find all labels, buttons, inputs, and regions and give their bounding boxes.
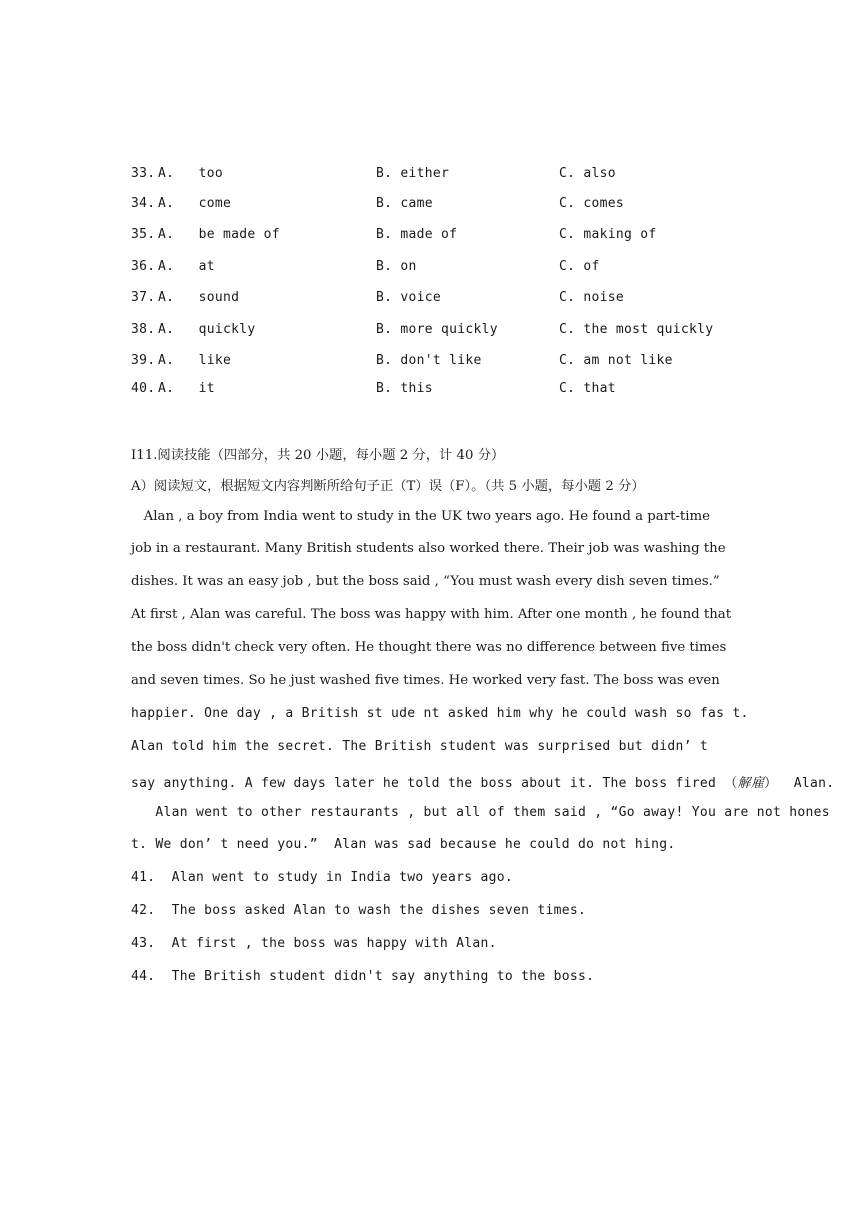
question-number: 38. — [131, 322, 156, 337]
option-row — [0, 166, 868, 186]
option-c: C. making of — [559, 227, 657, 242]
question-number: 39. — [131, 353, 156, 368]
option-row — [0, 196, 868, 216]
passage-line — [131, 772, 834, 791]
passage-line: job in a restaurant. Many British students also worked there. Their job was washing the — [131, 541, 726, 556]
option-row — [0, 259, 868, 279]
option-b: B. more quickly — [376, 322, 498, 337]
option-a: A. it — [158, 381, 215, 396]
question-number: 36. — [131, 259, 156, 274]
option-row — [0, 290, 868, 310]
question-number: 37. — [131, 290, 156, 305]
question-number: 33. — [131, 166, 156, 181]
question-item: 43. At first , the boss was happy with Alan. — [131, 936, 497, 951]
option-row — [0, 381, 868, 401]
passage-line: Alan told him the secret. The British student was surprised but didn’ t — [131, 739, 708, 754]
section-instruction: A）阅读短文，根据短文内容判断所给句子正（T）误（F）。（共 5 小题，每小题 2 分） — [131, 479, 645, 494]
option-c: C. the most quickly — [559, 322, 714, 337]
passage-line: happier. One day , a British st ude nt asked him why he could wash so fas t. — [131, 706, 749, 721]
passage-line: t. We don’ t need you.” Alan was sad because he could do not hing. — [131, 837, 676, 852]
option-b: B. don't like — [376, 353, 482, 368]
option-a: A. quickly — [158, 322, 256, 337]
option-b: B. on — [376, 259, 417, 274]
option-a: A. sound — [158, 290, 240, 305]
option-a: A. too — [158, 166, 224, 181]
option-b: B. came — [376, 196, 433, 211]
passage-line: dishes. It was an easy job , but the boss said , “You must wash every dish seven times.” — [131, 574, 720, 589]
question-item: 41. Alan went to study in India two years ago. — [131, 870, 513, 885]
option-a: A. like — [158, 353, 232, 368]
gloss-note: 解雇 — [737, 776, 765, 791]
passage-line: At first , Alan was careful. The boss was happy with him. After one month , he found that — [131, 607, 732, 622]
option-b: B. voice — [376, 290, 442, 305]
option-row — [0, 322, 868, 342]
option-c: C. comes — [559, 196, 625, 211]
question-number: 40. — [131, 381, 156, 396]
option-c: C. noise — [559, 290, 625, 305]
passage-line: Alan went to other restaurants , but all of them said , “Go away! You are not hones — [131, 805, 830, 820]
option-c: C. that — [559, 381, 616, 396]
passage-line: and seven times. So he just washed five times. He worked very fast. The boss was even — [131, 673, 720, 688]
passage-text: ） Alan. — [764, 776, 835, 791]
option-b: B. either — [376, 166, 450, 181]
option-a: A. be made of — [158, 227, 280, 242]
question-item: 44. The British student didn't say anything to the boss. — [131, 969, 595, 984]
question-item: 42. The boss asked Alan to wash the dishes seven times. — [131, 903, 587, 918]
passage-line: the boss didn't check very often. He thought there was no difference between five times — [131, 640, 727, 655]
question-number: 34. — [131, 196, 156, 211]
option-c: C. am not like — [559, 353, 673, 368]
option-a: A. come — [158, 196, 232, 211]
option-row — [0, 227, 868, 247]
option-b: B. made of — [376, 227, 458, 242]
question-number: 35. — [131, 227, 156, 242]
option-a: A. at — [158, 259, 215, 274]
option-row — [0, 353, 868, 373]
option-c: C. also — [559, 166, 616, 181]
option-b: B. this — [376, 381, 433, 396]
section-title: I11.阅读技能（四部分，共 20 小题，每小题 2 分，计 40 分） — [131, 448, 505, 463]
passage-line: Alan , a boy from India went to study in the UK two years ago. He found a part-time — [131, 509, 711, 524]
passage-text: say anything. A few days later he told the boss about it. The boss fired （ — [131, 776, 738, 791]
option-c: C. of — [559, 259, 600, 274]
